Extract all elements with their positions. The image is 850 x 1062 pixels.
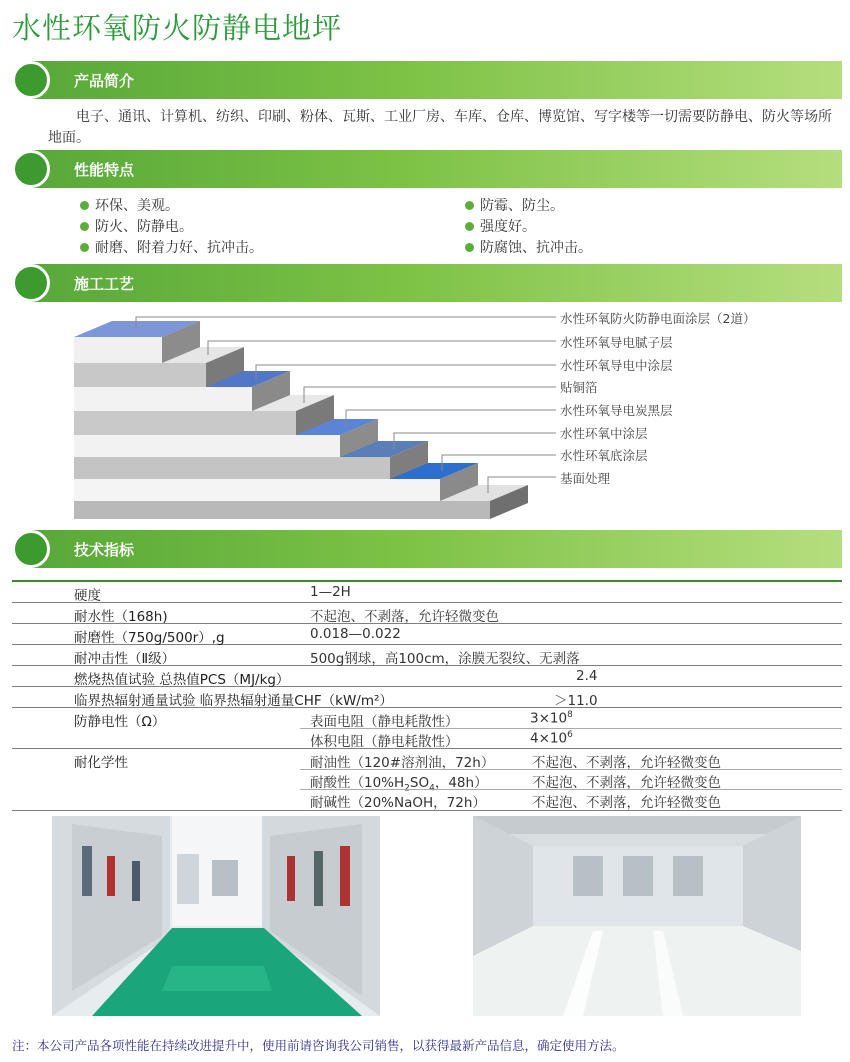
- spec-sublabel: 耐酸性（$10\%H_2SO_4$，48h）: [310, 775, 488, 794]
- layer-label: 水性环氧底涂层: [560, 448, 648, 463]
- section-header-features: [12, 150, 842, 188]
- layer-label: 水性环氧导电炭黑层: [560, 403, 673, 418]
- section-circle-icon: [12, 61, 50, 99]
- feature-item: 强度好。: [465, 217, 536, 238]
- spec-value: 不起泡、不剥落，允许轻微变色: [532, 755, 721, 771]
- section-circle-icon: [12, 530, 50, 568]
- photo-electrical-room: [52, 816, 380, 1016]
- bullet-icon: [465, 201, 474, 210]
- layer-label: 水性环氧中涂层: [560, 426, 648, 441]
- footer-note: 注：本公司产品各项性能在持续改进提升中，使用前请咨询我公司销售，以获得最新产品信息，确定使用方法。: [12, 1038, 625, 1053]
- spec-name: 耐水性（168h): [74, 609, 168, 625]
- spec-name: 防静电性（Ω）: [74, 714, 166, 730]
- layer-label: 基面处理: [560, 471, 611, 486]
- layer-label: 贴铜箔: [560, 380, 598, 395]
- spec-value: $4\times 10^6$: [530, 730, 573, 747]
- spec-name: 耐磨性（750g/500r）,g: [74, 630, 225, 646]
- spec-value: 1—2H: [310, 584, 351, 600]
- photo-clean-room: [473, 816, 801, 1016]
- intro-text: 电子、通讯、计算机、纺织、印刷、粉体、瓦斯、工业厂房、车库、仓库、博览馆、写字楼等一切需要防静电、防火等场所地面。: [48, 109, 832, 146]
- spec-name: 耐冲击性（Ⅱ级）: [74, 651, 176, 667]
- spec-value: 不起泡、不剥落，允许轻微变色: [310, 609, 499, 625]
- spec-sublabel: 体积电阻（静电耗散性）: [310, 734, 459, 750]
- section-circle-icon: [12, 264, 50, 302]
- spec-name: 硬度: [74, 588, 101, 604]
- spec-sublabel: 表面电阻（静电耗散性）: [310, 714, 459, 730]
- spec-value: $3\times 10^8$: [530, 710, 573, 727]
- section-title-features: 性能特点: [74, 161, 135, 179]
- feature-item: 防腐蚀、抗冲击。: [465, 238, 592, 259]
- spec-value: 0.018—0.022: [310, 626, 401, 642]
- feature-item: 防火、防静电。: [80, 217, 193, 238]
- section-title-process: 施工工艺: [74, 275, 135, 293]
- feature-item: 防霉、防尘。: [465, 196, 564, 217]
- page-title: 水性环氧防火防静电地坪: [12, 11, 343, 45]
- bullet-icon: [465, 243, 474, 252]
- spec-sublabel: 耐油性（120#溶剂油，72h）: [310, 755, 495, 771]
- section-header-specs: [12, 530, 842, 568]
- layer-label: 水性环氧导电腻子层: [560, 335, 673, 350]
- spec-name: 耐化学性: [74, 755, 128, 771]
- bullet-icon: [465, 222, 474, 231]
- section-title-specs: 技术指标: [74, 541, 135, 559]
- layer-diagram: [0, 305, 560, 525]
- bullet-icon: [80, 201, 89, 210]
- spec-value: ＞11.0: [554, 693, 598, 709]
- layer-label: 水性环氧导电中涂层: [560, 358, 673, 373]
- spec-sublabel: 耐碱性（20%NaOH，72h）: [310, 795, 486, 811]
- spec-name: 临界热辐射通量试验 临界热辐射通量CHF（kW/m²）: [74, 693, 393, 709]
- spec-value: 不起泡、不剥落，允许轻微变色: [532, 775, 721, 791]
- section-header-intro: [12, 61, 842, 99]
- feature-item: 环保、美观。: [80, 196, 179, 217]
- section-header-process: [12, 264, 842, 302]
- spec-value: 2.4: [576, 668, 598, 684]
- section-circle-icon: [12, 150, 50, 188]
- spec-name: 燃烧热值试验 总热值PCS（MJ/kg）: [74, 672, 290, 688]
- spec-value: 不起泡、不剥落，允许轻微变色: [532, 795, 721, 811]
- section-title-intro: 产品简介: [74, 72, 135, 90]
- spec-value: 500g钢球，高100cm，涂膜无裂纹、无剥落: [310, 651, 580, 667]
- bullet-icon: [80, 222, 89, 231]
- bullet-icon: [80, 243, 89, 252]
- layer-label: 水性环氧防火防静电面涂层（2道）: [560, 311, 756, 326]
- feature-item: 耐磨、附着力好、抗冲击。: [80, 238, 263, 259]
